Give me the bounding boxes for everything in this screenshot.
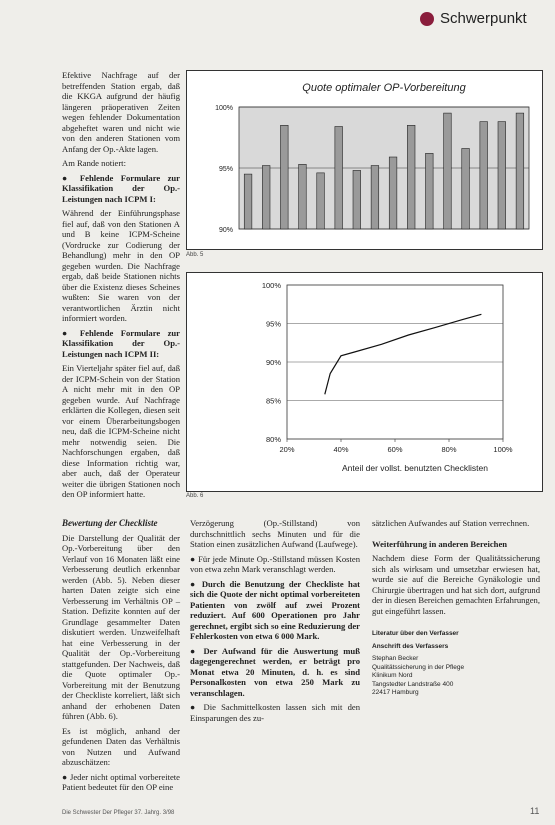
bar [244, 174, 252, 229]
y-tick-label: 90% [218, 227, 233, 234]
bar [462, 148, 470, 229]
x-tick-label: 60% [387, 445, 403, 454]
address-block [372, 655, 540, 698]
paragraph: Es ist möglich, anhand der gefundenen Daten das Verhältnis von Nutzen und Aufwand abzuschätzen: [62, 725, 180, 767]
bar [281, 125, 289, 229]
page-number: 11 [530, 806, 540, 816]
bar [426, 153, 434, 229]
chart-correlation [186, 272, 543, 492]
bullet-heading: ● Fehlende Formulare zur Klassifikation der Op.-Leistungen nach ICPM I: [62, 172, 180, 204]
bar [262, 166, 270, 229]
paragraph: ● Durch die Benutzung der Checkliste hat sich die Quote der nicht optimal vorbereiteten Patienten von zwölf auf zwei Prozent reduziert. Auf 600 Operationen pro Jahr gerechnet, ergibt sich so eine Reduzierung der Fehlerkosten von etwa 6 000 Mark. [190, 578, 360, 641]
literature-heading: Literatur über den Verfasser [372, 630, 459, 637]
figure-caption: Abb. 5 [186, 252, 204, 258]
address-heading: Anschrift des Verfassers [372, 642, 449, 650]
paragraph: Die Darstellung der Qualität der Op.-Vorbereitung über den Verlauf von 16 Monaten läßt eine Verbesserung deutlich erkennbar werden (Abb. 5). Neben dieser harten Daten zeigte sich eine Verbesserung im Verhältnis OP – Station. Defizite konnten auf der Grundlage gesammelter Daten diskutiert werden. Unzweifelhaft hat eine Verbesserung in der Qualität der Op.-Vorbereitung stattgefunden. Der Nachweis, daß die Quote optimaler Op.-Vorbereitung mit der Benutzung der Checkliste korreliert, läßt sich anhand der erhobenen Daten führen (Abb. 6). [62, 532, 180, 721]
x-tick-label: 20% [279, 445, 295, 454]
bar [317, 173, 325, 229]
y-tick-label: 80% [265, 435, 281, 444]
y-tick-label: 100% [215, 105, 233, 112]
paragraph: Efektive Nachfrage auf der betreffenden Station ergab, daß die KKGA aufgrund der häufig längeren präoperativen Zeiten wegen fehlender Dokumentation abgeheftet waren und nicht wie von den anderen Stationen vom Anfang der Op.-Akte lagen. [62, 70, 180, 154]
address-line: Klinikum Nord [372, 672, 413, 679]
bar [407, 125, 415, 229]
paragraph: Ein Vierteljahr später fiel auf, daß der ICPM-Schein von der Station A nicht mehr mit in den OP gegeben wurde. Auf Nachfrage erklärten die Kollegen, diesen seit vor einem Überarbeitungsbogen neu, daß die ICPM-Scheine nicht mehr notwendig seien. Die Nachforschungen ergaben, daß diese Information richtig war, aber auch, daß der Operateur weiter die übrigen Stationen noch den OP informiert hatte. [62, 363, 180, 499]
paragraph: sätzlichen Aufwandes auf Station verrechnen. [372, 518, 530, 528]
bar [353, 170, 361, 229]
chart-quote [186, 70, 543, 250]
address-line: Stephan Becker [372, 655, 419, 662]
address-line: Tangstedter Landstraße 400 [372, 680, 454, 688]
bullet-heading: ● Fehlende Formulare zur Klassifikation der Op.-Leistungen nach ICPM II: [62, 327, 180, 359]
y-tick-label: 100% [261, 281, 281, 290]
section-dot-icon [420, 12, 434, 26]
bottom-middle-column [190, 518, 360, 727]
bar-chart [187, 71, 542, 249]
bar [498, 122, 506, 229]
x-tick-label: 40% [333, 445, 349, 454]
address-line: 22417 Hamburg [372, 689, 419, 696]
figure-caption: Abb. 6 [186, 493, 204, 499]
address-line: Qualitätssicherung in der Pflege [372, 663, 465, 671]
paragraph: Während der Einführungsphase fiel auf, daß von den Stationen A und B keine ICPM-Scheine (Vordrucke zur Codierung der Behandlung) mehr in den OP gegeben wurden. Die Nachfrage ergab, daß beide Stationen nichts über die Existenz dieses Scheines wußten: Sie waren von der verantwortlichen Ärztin nicht informiert worden. [62, 208, 180, 323]
paragraph: ● Der Aufwand für die Auswertung muß dagegengerechnet werden, er beträgt pro Monat etwa 20 Minuten, d. h. es sind Personalkosten von etwa 250 Mark zu veranschlagen. [190, 645, 360, 698]
subheading: Bewertung der Checkliste [62, 518, 158, 528]
x-tick-label: 100% [493, 445, 513, 454]
bar [516, 113, 524, 229]
subheading: Weiterführung in anderen Bereichen [372, 538, 508, 549]
paragraph: ● Für jede Minute Op.-Stillstand müssen Kosten von etwa zehn Mark veranschlagt werden. [190, 553, 360, 574]
paragraph: Nachdem diese Form der Qualitätssicherung sich als wirksam und umsetzbar erwiesen hat, wurde sie auf die Bereiche Gynäkologie und Chirurgie übertragen und hat sich dort, aufgrund der in diesen Bereichen gemachten Erfahrungen, gut eingeführt lassen. [372, 553, 540, 616]
x-axis-label: Anteil der vollst. benutzten Checklisten [342, 463, 488, 473]
bottom-left-column [62, 518, 180, 797]
bar [389, 157, 397, 229]
section-title: Schwerpunkt [440, 10, 527, 27]
bar [371, 166, 379, 229]
bar [299, 164, 307, 229]
y-tick-label: 95% [218, 166, 233, 173]
bottom-right-column [372, 518, 540, 698]
paragraph: ● Jeder nicht optimal vorbereitete Patient bedeutet für den OP eine [62, 771, 180, 792]
bar [444, 113, 452, 229]
y-tick-label: 85% [265, 396, 281, 406]
bar [335, 127, 343, 229]
section-header [420, 10, 527, 27]
paragraph: ● Die Sachmittelkosten lassen sich mit den Einsparungen des zu- [190, 702, 360, 723]
left-column [62, 70, 180, 504]
paragraph: Verzögerung (Op.-Stillstand) von durchschnittlich sechs Minuten und für die Station einen zusätzlichen Aufwand (Laufwege). [190, 518, 360, 549]
line-chart [187, 273, 542, 491]
chart-title: Quote optimaler OP-Vorbereitung [302, 82, 466, 94]
y-tick-label: 95% [265, 319, 281, 329]
paragraph: Am Rande notiert: [62, 158, 126, 168]
y-tick-label: 90% [265, 358, 281, 367]
footer-journal: Die Schwester Der Pfleger 37. Jahrg. 3/98 [62, 810, 175, 816]
x-tick-label: 80% [441, 445, 457, 454]
bar [480, 122, 488, 229]
